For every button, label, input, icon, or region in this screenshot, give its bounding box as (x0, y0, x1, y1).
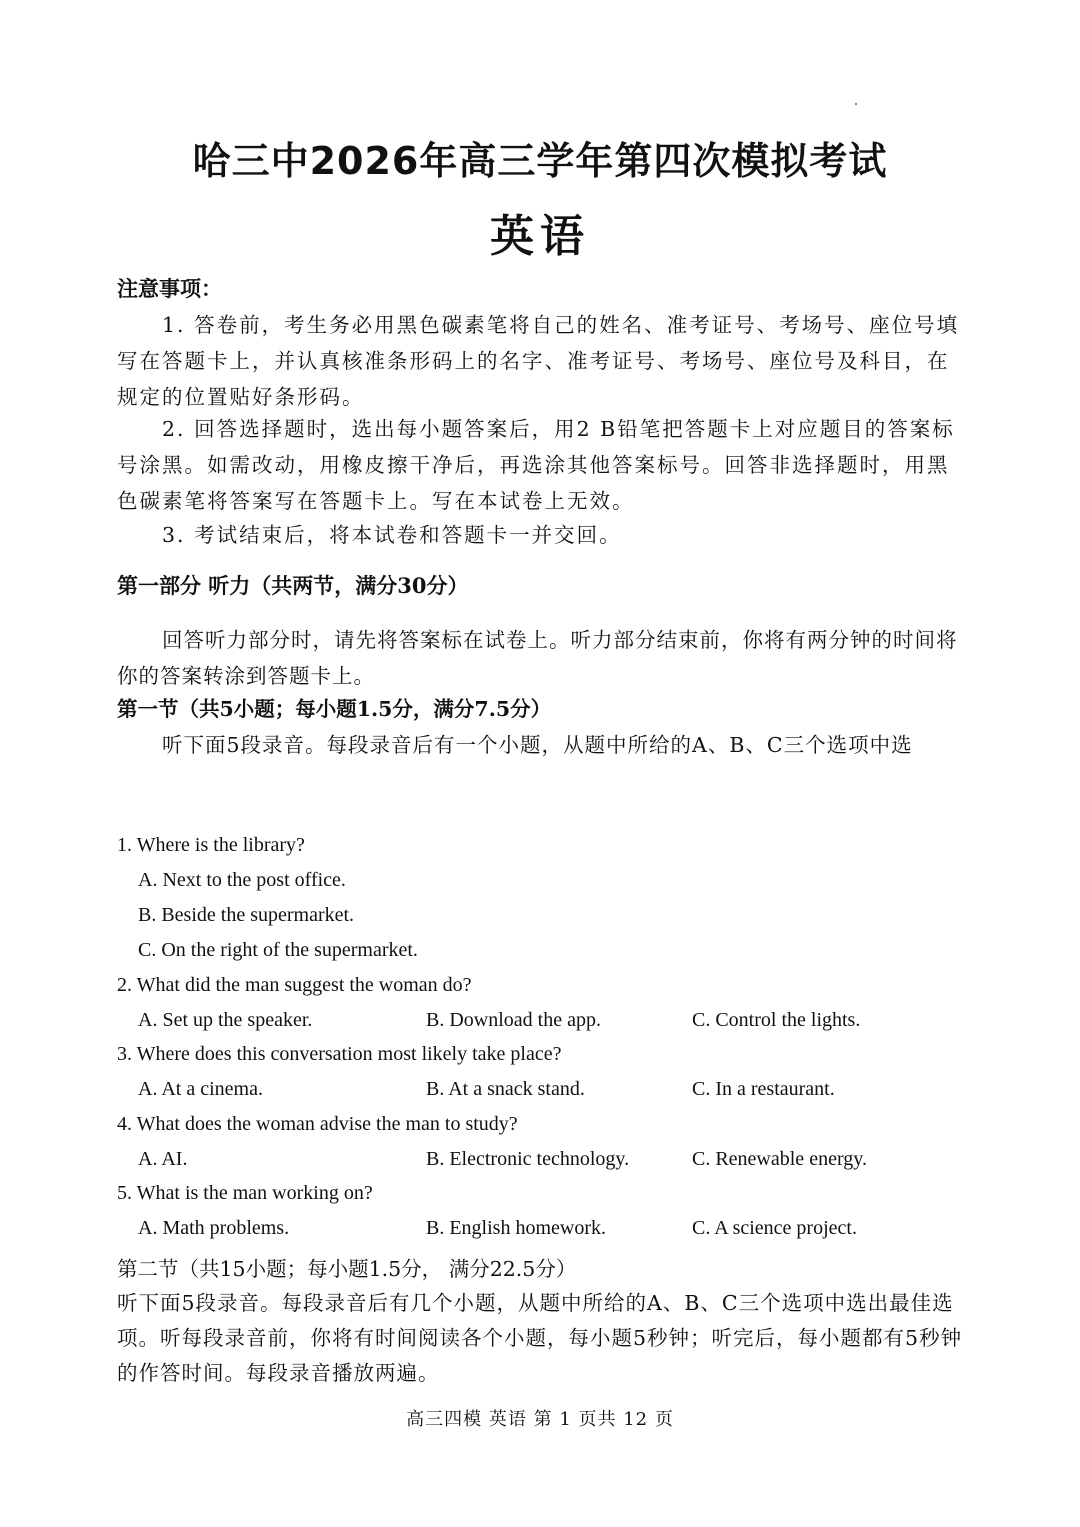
question-1-option-c: C. On the right of the supermarket. (138, 939, 418, 961)
section2-instructions: 听下面5段录音。每段录音后有几个小题，从题中所给的A、B、C三个选项中选出最佳选项。听每段录音前，你将有时间阅读各个小题，每小题5秒钟；听完后，每小题都有5秒钟的作答时间。每段录音播放两遍。 (117, 1291, 963, 1385)
question-1-option-a: A. Next to the post office. (138, 869, 346, 891)
note-item-1: 1. 答卷前，考生务必用黑色碳素笔将自己的姓名、准考证号、考场号、座位号填写在答题卡上，并认真核准条形码上的名字、准考证号、考场号、座位号及科目，在规定的位置贴好条形码。 (117, 313, 960, 409)
exam-subject: 英语 (490, 211, 590, 262)
question-3: 3. Where does this conversation most likely take place? (117, 1043, 562, 1065)
question-4-option-a: A. AI. (138, 1148, 188, 1170)
section1-instructions: 听下面5段录音。每段录音后有一个小题，从题中所给的A、B、C三个选项中选 (162, 733, 913, 757)
question-5-option-a: A. Math problems. (138, 1217, 290, 1239)
question-2-option-c: C. Control the lights. (692, 1009, 861, 1031)
question-5-option-b: B. English homework. (426, 1217, 606, 1239)
question-1-option-b: B. Beside the supermarket. (138, 904, 355, 926)
exam-title: 哈三中2026年高三学年第四次模拟考试 (192, 139, 888, 183)
scan-speck (855, 103, 857, 105)
question-1: 1. Where is the library? (117, 834, 305, 856)
question-4-option-b: B. Electronic technology. (426, 1148, 630, 1170)
question-3-option-a: A. At a cinema. (138, 1078, 263, 1100)
question-3-option-b: B. At a snack stand. (426, 1078, 585, 1100)
part1-heading: 第一部分 听力（共两节，满分30分） (117, 573, 469, 598)
question-5: 5. What is the man working on? (117, 1182, 373, 1204)
notes-heading: 注意事项： (117, 276, 222, 301)
section2-heading: 第二节（共15小题；每小题1.5分， 满分22.5分） (117, 1257, 577, 1281)
question-2-option-b: B. Download the app. (426, 1009, 601, 1031)
question-2-option-a: A. Set up the speaker. (138, 1009, 313, 1031)
section1-heading: 第一节（共5小题；每小题1.5分，满分7.5分） (117, 697, 552, 721)
question-4: 4. What does the woman advise the man to study? (117, 1113, 518, 1135)
question-5-option-c: C. A science project. (692, 1217, 857, 1239)
question-2: 2. What did the man suggest the woman do? (117, 974, 472, 996)
page-footer: 高三四模 英语 第 1 页共 12 页 (406, 1409, 674, 1430)
part1-intro: 回答听力部分时，请先将答案标在试卷上。听力部分结束前，你将有两分钟的时间将你的答案转涂到答题卡上。 (117, 628, 958, 688)
note-item-2: 2. 回答选择题时，选出每小题答案后，用2 B铅笔把答题卡上对应题目的答案标号涂黑。如需改动，用橡皮擦干净后，再选涂其他答案标号。回答非选择题时，用黑色碳素笔将答案写在答题卡上。写在本试卷上无效。 (117, 417, 955, 513)
question-4-option-c: C. Renewable energy. (692, 1148, 867, 1170)
note-item-3: 3. 考试结束后，将本试卷和答题卡一并交回。 (162, 523, 622, 547)
question-3-option-c: C. In a restaurant. (692, 1078, 835, 1100)
